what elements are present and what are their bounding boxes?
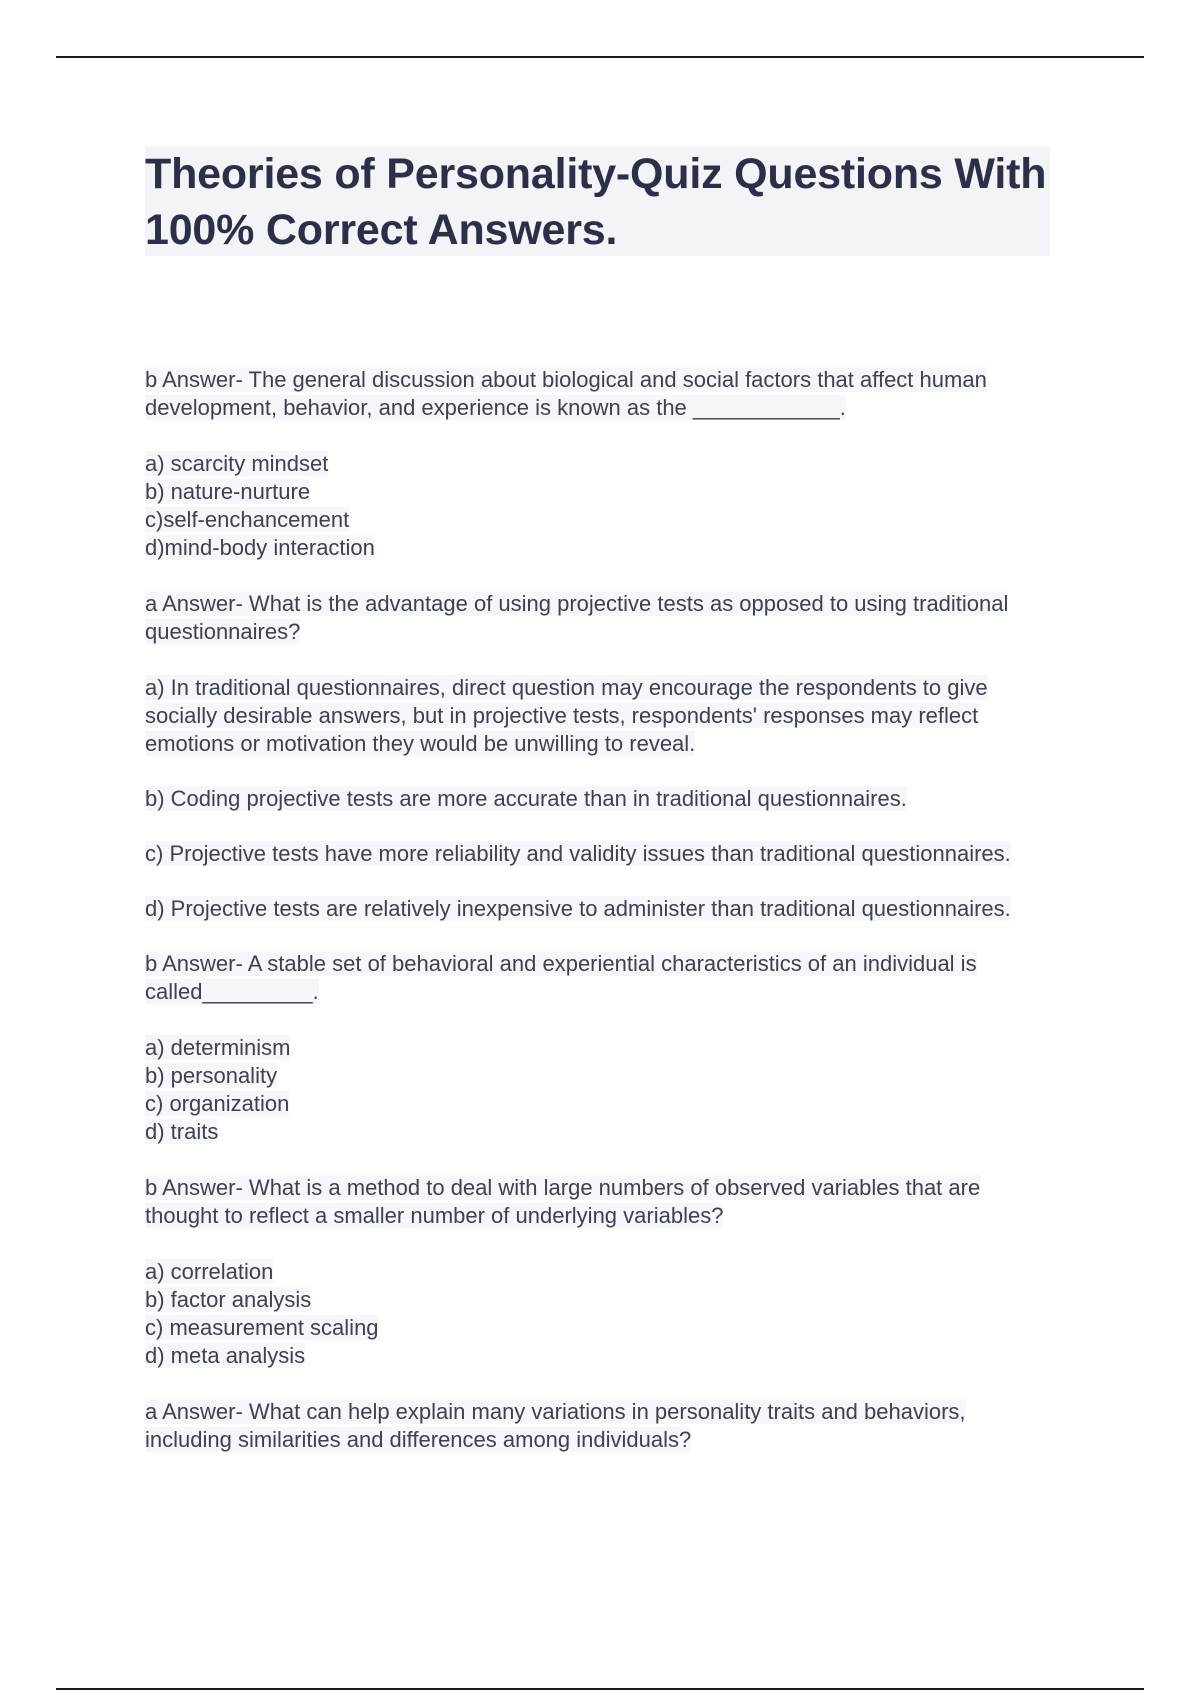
option-item: c) Projective tests have more reliability and validity issues than traditional questionnaires.	[145, 841, 1011, 866]
option-item: d) Projective tests are relatively inexpensive to administer than traditional questionnaires.	[145, 896, 1011, 921]
option-item: d)mind-body interaction	[145, 535, 375, 560]
option-item: c) measurement scaling	[145, 1315, 379, 1340]
quiz-content	[145, 366, 1050, 1482]
option-item: b) nature-nurture	[145, 479, 311, 504]
question-prompt: b Answer- What is a method to deal with large numbers of observed variables that are thought to reflect a smaller number of underlying variables?	[145, 1175, 981, 1228]
option-item: a) determinism	[145, 1035, 291, 1060]
question-5	[145, 1398, 1050, 1454]
question-4-options	[145, 1258, 1050, 1370]
question-1	[145, 366, 1050, 422]
option-item: b) personality	[145, 1063, 278, 1088]
question-4	[145, 1174, 1050, 1230]
question-3	[145, 950, 1050, 1006]
question-prompt: a Answer- What can help explain many variations in personality traits and behaviors, including similarities and differences among individuals?	[145, 1399, 966, 1452]
option-item: a) scarcity mindset	[145, 451, 329, 476]
option-item: b) factor analysis	[145, 1287, 312, 1312]
title-block	[145, 146, 1050, 256]
question-prompt: b Answer- A stable set of behavioral and experiential characteristics of an individual is called_________.	[145, 951, 977, 1004]
document-title: Theories of Personality-Quiz Questions With 100% Correct Answers.	[145, 150, 1047, 254]
question-2	[145, 590, 1050, 646]
option-item: a) In traditional questionnaires, direct question may encourage the respondents to give socially desirable answers, but in projective tests, respondents' responses may reflect emotions or motivation they would be unwilling to reveal.	[145, 675, 988, 756]
option-item: d) traits	[145, 1119, 219, 1144]
question-3-options	[145, 1034, 1050, 1146]
option-item: b) Coding projective tests are more accurate than in traditional questionnaires.	[145, 786, 907, 811]
question-prompt: b Answer- The general discussion about biological and social factors that affect human development, behavior, and experience is known as the ____________.	[145, 367, 987, 420]
option-item: d) meta analysis	[145, 1343, 306, 1368]
top-rule	[56, 56, 1144, 58]
question-1-options	[145, 450, 1050, 562]
option-item: a) correlation	[145, 1259, 274, 1284]
option-item: c) organization	[145, 1091, 290, 1116]
question-prompt: a Answer- What is the advantage of using projective tests as opposed to using traditional questionnaires?	[145, 591, 1009, 644]
bottom-rule	[56, 1688, 1144, 1690]
option-item: c)self-enchancement	[145, 507, 350, 532]
